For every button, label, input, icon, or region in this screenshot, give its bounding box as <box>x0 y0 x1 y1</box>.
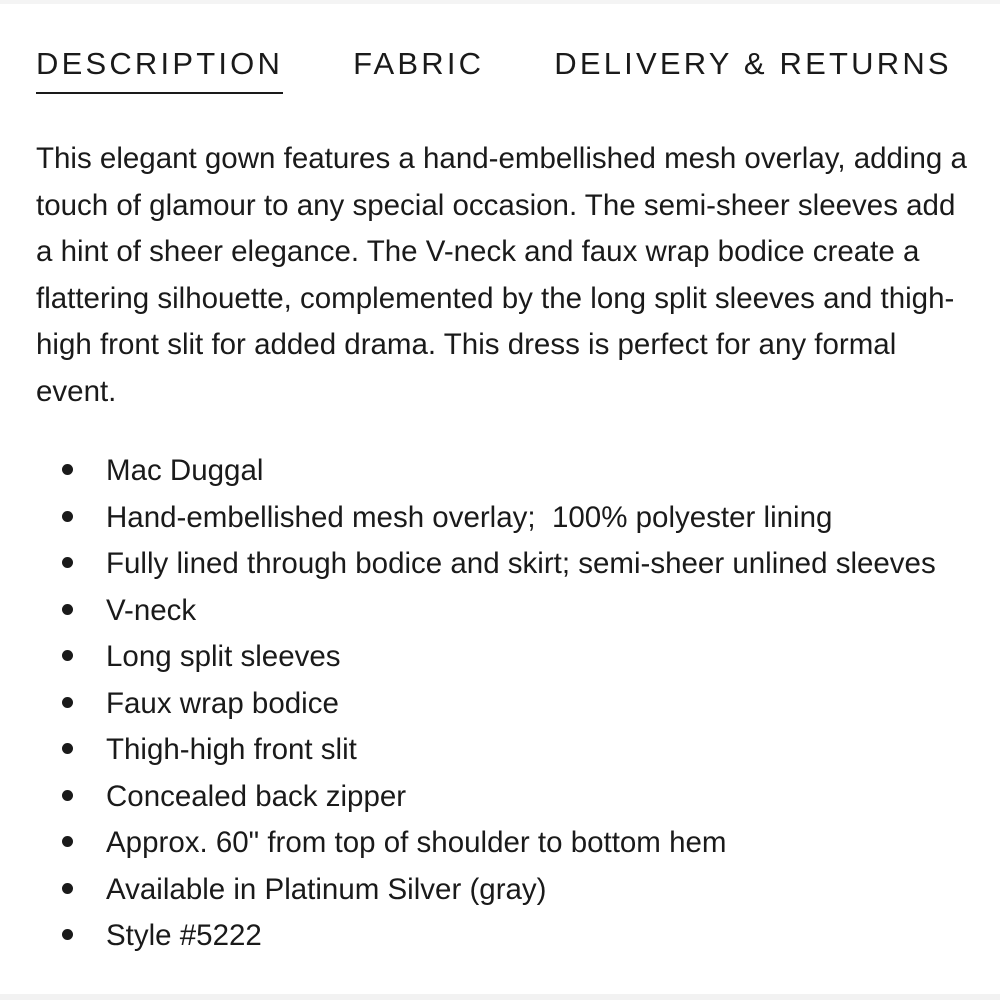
tab-fabric[interactable]: FABRIC <box>353 46 485 81</box>
tab-description[interactable]: DESCRIPTION <box>36 44 283 94</box>
tab-delivery-returns[interactable]: DELIVERY & RETURNS <box>554 46 952 81</box>
list-item <box>36 541 986 588</box>
product-info-tabs <box>36 44 952 96</box>
feature-text: Faux wrap bodice <box>106 686 339 720</box>
bullet-icon <box>62 464 73 475</box>
feature-text: Hand-embellished mesh overlay; 100% polyester lining <box>106 500 833 534</box>
list-item <box>36 913 986 960</box>
feature-text: Thigh-high front slit <box>106 733 357 766</box>
list-item <box>36 634 986 681</box>
bullet-icon <box>62 697 73 708</box>
bullet-icon <box>62 790 73 801</box>
list-item <box>36 774 986 821</box>
feature-list <box>36 448 986 960</box>
feature-text: V-neck <box>106 593 197 627</box>
feature-text: Style #5222 <box>106 919 262 952</box>
bottom-divider <box>0 994 1000 1000</box>
product-description: This elegant gown features a hand-embellished mesh overlay, adding a touch of glamour to any special occasion. The semi-sheer sleeves add a hint of sheer elegance. The V-neck and faux wrap bodice create a flattering silhouette, complemented by the long split sleeves and thigh-high front slit for added drama. This dress is perfect for any formal event. <box>36 142 967 408</box>
list-item <box>36 448 986 495</box>
list-item <box>36 588 986 635</box>
list-item <box>36 867 986 914</box>
bullet-icon <box>62 929 73 940</box>
bullet-icon <box>62 836 73 847</box>
feature-text: Mac Duggal <box>106 454 264 487</box>
bullet-icon <box>62 743 73 754</box>
feature-text: Approx. 60" from top of shoulder to bottom hem <box>106 826 727 859</box>
feature-text: Available in Platinum Silver (gray) <box>106 872 547 906</box>
bullet-icon <box>62 604 73 615</box>
list-item <box>36 727 986 774</box>
top-divider <box>0 0 1000 4</box>
feature-text: Long split sleeves <box>106 640 341 673</box>
bullet-icon <box>62 511 73 522</box>
bullet-icon <box>62 557 73 568</box>
list-item <box>36 495 986 542</box>
feature-text: Fully lined through bodice and skirt; semi-sheer unlined sleeves <box>106 547 936 580</box>
list-item <box>36 681 986 728</box>
feature-text: Concealed back zipper <box>106 779 407 813</box>
bullet-icon <box>62 883 73 894</box>
list-item <box>36 820 986 867</box>
bullet-icon <box>62 650 73 661</box>
